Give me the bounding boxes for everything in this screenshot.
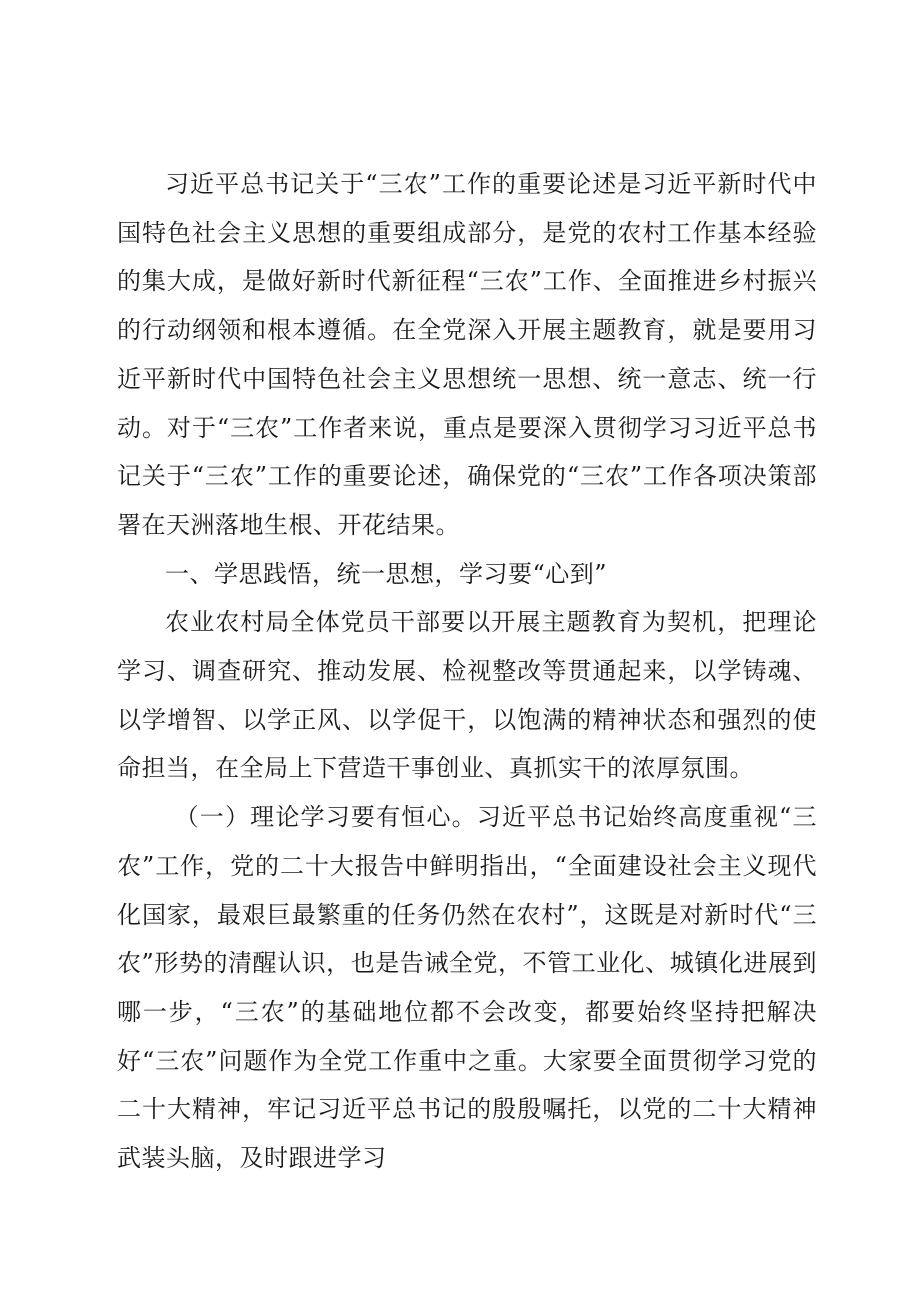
document-body [117, 160, 817, 1183]
intro-paragraph: 习近平总书记关于“三农”工作的重要论述是习近平新时代中国特色社会主义思想的重要组成部分，是党的农村工作基本经验的集大成，是做好新时代新征程“三农”工作、全面推进乡村振兴的行动纲领和根本遵循。在全党深入开展主题教育，就是要用习近平新时代中国特色社会主义思想统一思想、统一意志、统一行动。对于“三农”工作者来说，重点是要深入贯彻学习习近平总书记关于“三农”工作的重要论述，确保党的“三农”工作各项决策部署在天洲落地生根、开花结果。 [117, 170, 817, 539]
section-heading-1: 一、学思践悟，统一思想，学习要“心到” [165, 559, 608, 588]
subsection-1-paragraph: （一）理论学习要有恒心。习近平总书记始终高度重视“三农”工作，党的二十大报告中鲜明指出，“全面建设社会主义现代化国家，最艰巨最繁重的任务仍然在农村”，这既是对新时代“三农”形势的清醒认识，也是告诫全党，不管工业化、城镇化进展到哪一步，“三农”的基础地位都不会改变，都要始终坚持把解决好“三农”问题作为全党工作重中之重。大家要全面贯彻学习党的二十大精神，牢记习近平总书记的殷殷嘱托，以党的二十大精神武装头脑，及时跟进学习 [117, 803, 817, 1173]
section-1-paragraph: 农业农村局全体党员干部要以开展主题教育为契机，把理论学习、调查研究、推动发展、检视整改等贯通起来，以学铸魂、以学增智、以学正风、以学促干，以饱满的精神状态和强烈的使命担当，在全局上下营造干事创业、真抓实干的浓厚氛围。 [117, 608, 817, 783]
